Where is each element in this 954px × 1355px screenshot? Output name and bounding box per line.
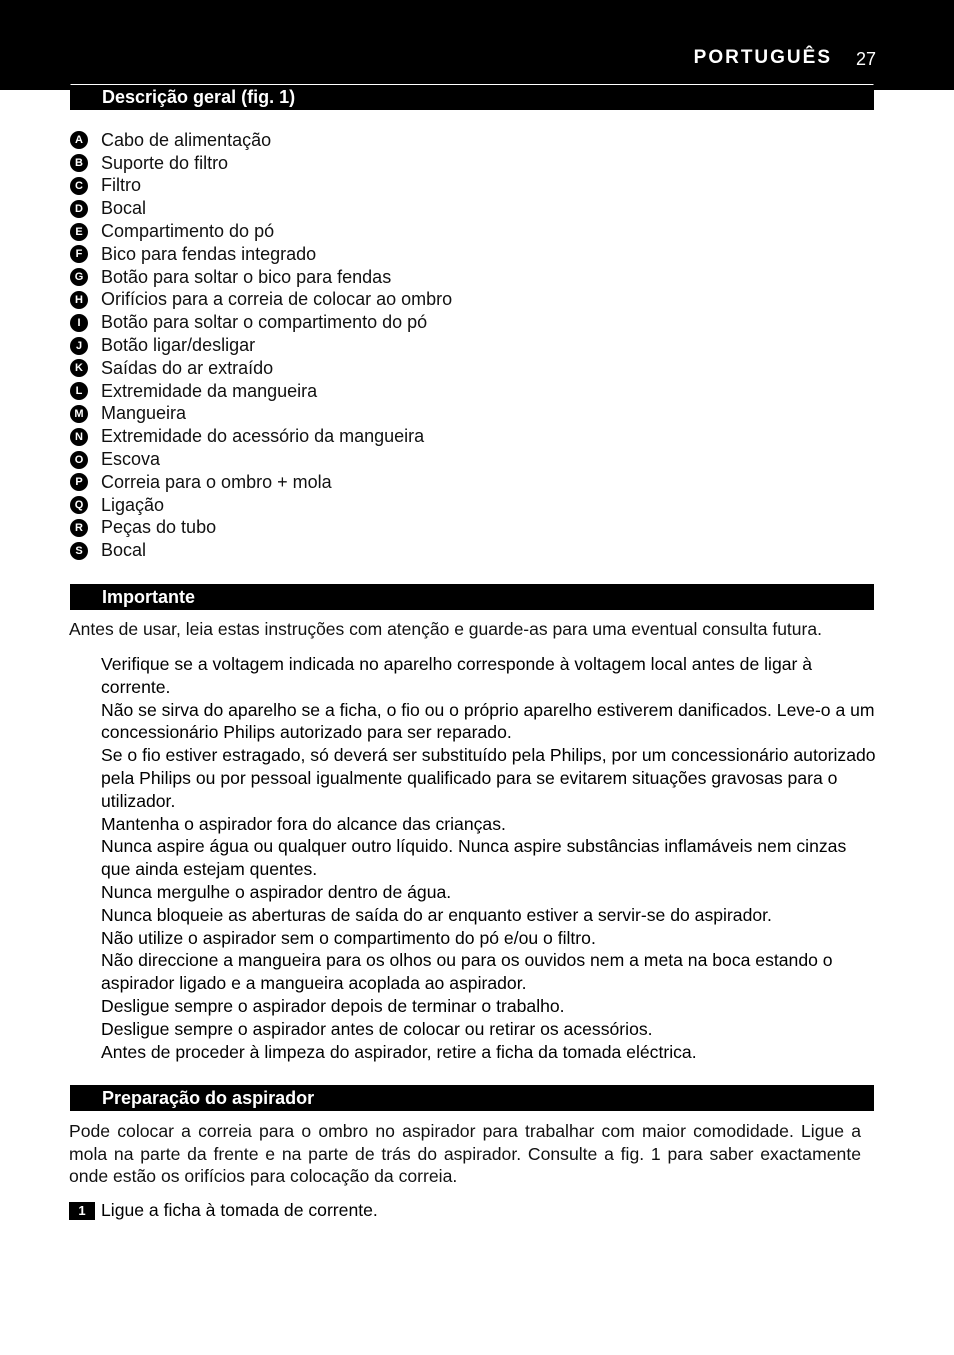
list-item: Nunca bloqueie as aberturas de saída do ar enquanto estiver a servir-se do aspirador. [101, 904, 772, 925]
list-item: Verifique se a voltagem indicada no aparelho corresponde à voltagem local antes de ligar à corrente. [101, 654, 813, 697]
list-item: Mantenha o aspirador fora do alcance das crianças. [101, 813, 506, 834]
list-item [70, 425, 452, 448]
list-item: Não utilize o aspirador sem o compartimento do pó e/ou o filtro. [101, 927, 596, 948]
list-item [70, 380, 452, 403]
letter-badge: O [70, 451, 88, 469]
list-item [70, 175, 452, 198]
list-item [70, 311, 452, 334]
section-title-overview: Descrição geral (fig. 1) [70, 84, 874, 110]
letter-badge: A [70, 131, 88, 149]
section-title-preparation: Preparação do aspirador [70, 1085, 874, 1111]
list-item [70, 357, 452, 380]
part-label: Botão ligar/desligar [101, 335, 256, 356]
letter-badge: S [70, 542, 88, 560]
part-label: Extremidade da mangueira [101, 380, 318, 401]
list-item: Nunca aspire água ou qualquer outro líquido. Nunca aspire substâncias inflamáveis nem cinzas que ainda estejam quentes. [101, 836, 847, 880]
letter-badge: I [70, 314, 88, 332]
part-label: Peças do tubo [101, 517, 217, 538]
letter-badge: D [70, 200, 88, 218]
part-label: Bico para fendas integrado [101, 243, 317, 264]
language-label: PORTUGUÊS [693, 47, 832, 68]
list-item [70, 266, 452, 289]
list-item: Não se sirva do aparelho se a ficha, o fio ou o próprio aparelho estiverem danificados. Leve-o a um concessionário Philips autorizado para ser reparado. [101, 699, 875, 743]
letter-badge: Q [70, 496, 88, 514]
letter-badge: P [70, 473, 88, 491]
letter-badge: M [70, 405, 88, 423]
list-item [70, 448, 452, 471]
step-text: Ligue a ficha à tomada de corrente. [101, 1200, 378, 1220]
letter-badge: C [70, 177, 88, 195]
part-label: Bocal [101, 198, 147, 219]
list-item [70, 403, 452, 426]
letter-badge: N [70, 428, 88, 446]
part-label: Ligação [101, 494, 165, 515]
part-label: Botão para soltar o compartimento do pó [101, 312, 428, 333]
letter-badge: B [70, 154, 88, 172]
list-item: Se o fio estiver estragado, só deverá ser substituído pela Philips, por um concessionário autorizado pela Philips ou por pessoal igualmente qualificado para se evitarem situações gravosas para o utilizador. [101, 745, 876, 811]
part-label: Saídas do ar extraído [101, 357, 274, 378]
part-label: Cabo de alimentação [101, 129, 272, 150]
list-item [70, 197, 452, 220]
list-item [70, 220, 452, 243]
important-list [101, 653, 879, 1063]
step-number: 1 [69, 1202, 95, 1220]
section-title-important: Importante [70, 584, 874, 610]
part-label: Filtro [101, 175, 141, 196]
list-item [70, 129, 452, 152]
preparation-paragraph: Pode colocar a correia para o ombro no aspirador para trabalhar com maior comodidade. Ligue a mola na parte da frente e na parte de trás do aspirador. Consulte a fig. 1 para saber exactamente onde estão os orifícios para colocação da correia. [69, 1121, 861, 1186]
letter-badge: J [70, 337, 88, 355]
list-item [70, 243, 452, 266]
list-item [70, 494, 452, 517]
list-item [70, 471, 452, 494]
list-item [70, 517, 452, 540]
list-item: Desligue sempre o aspirador antes de colocar ou retirar os acessórios. [101, 1018, 653, 1039]
part-label: Extremidade do acessório da mangueira [101, 426, 425, 447]
list-item: Nunca mergulhe o aspirador dentro de água. [101, 881, 452, 902]
list-item: Não direccione a mangueira para os olhos ou para os ouvidos nem a meta na boca estando o aspirador ligado e a mangueira acoplada ao aspirador. [101, 950, 833, 994]
letter-badge: G [70, 268, 88, 286]
part-label: Escova [101, 449, 161, 470]
important-intro: Antes de usar, leia estas instruções com atenção e guarde-as para uma eventual consulta futura. [69, 619, 822, 639]
part-label: Orifícios para a correia de colocar ao ombro [101, 289, 453, 310]
list-item [70, 152, 452, 175]
part-label: Mangueira [101, 403, 187, 424]
part-label: Botão para soltar o bico para fendas [101, 266, 392, 287]
part-label: Compartimento do pó [101, 221, 275, 242]
page-number: 27 [855, 49, 876, 69]
letter-badge: H [70, 291, 88, 309]
list-item [70, 289, 452, 312]
part-label: Bocal [101, 540, 147, 561]
part-label: Suporte do filtro [101, 152, 229, 173]
step-item [69, 1200, 378, 1221]
parts-list [70, 129, 452, 562]
list-item: Antes de proceder à limpeza do aspirador, retire a ficha da tomada eléctrica. [101, 1041, 697, 1062]
letter-badge: L [70, 382, 88, 400]
list-item [70, 334, 452, 357]
list-item [70, 539, 452, 562]
header-bar [0, 0, 954, 90]
part-label: Correia para o ombro + mola [101, 471, 332, 492]
letter-badge: R [70, 519, 88, 537]
letter-badge: F [70, 245, 88, 263]
letter-badge: K [70, 359, 88, 377]
list-item: Desligue sempre o aspirador depois de terminar o trabalho. [101, 995, 565, 1016]
letter-badge: E [70, 223, 88, 241]
